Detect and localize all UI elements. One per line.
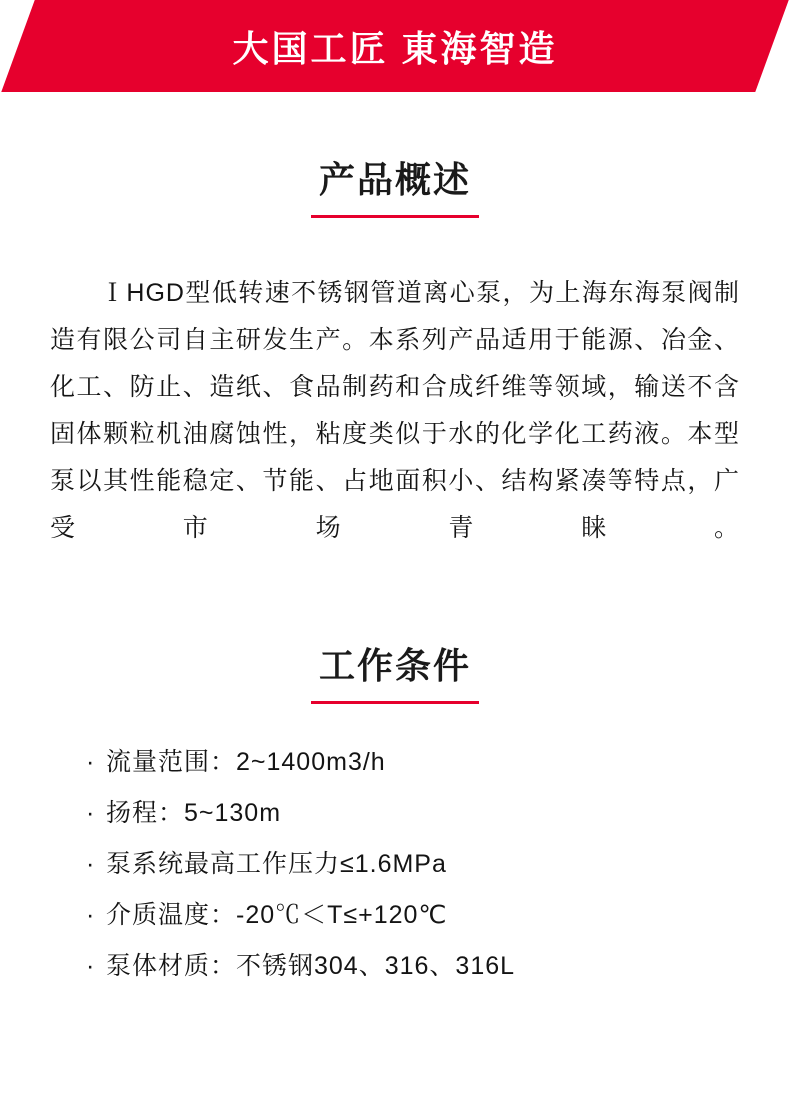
- list-item: [86, 852, 746, 877]
- page-content: [0, 158, 790, 979]
- banner-title: 大国工匠 東海智造: [232, 27, 558, 69]
- overview-title-underline: [311, 215, 479, 218]
- list-item: [86, 903, 746, 928]
- list-item-label: 泵体材质：不锈钢304、316、316L: [106, 952, 516, 981]
- conditions-title: 工作条件: [318, 645, 471, 687]
- list-item: [86, 954, 746, 979]
- conditions-heading-group: [44, 644, 746, 704]
- list-item-label: 介质温度：-20℃＜T≤+120℃: [106, 901, 448, 930]
- conditions-list: [44, 750, 746, 979]
- bullet-icon: ·: [86, 748, 96, 777]
- list-item-label: 流量范围：2~1400m3/h: [106, 748, 386, 777]
- conditions-title-underline: [311, 701, 479, 704]
- bullet-icon: ·: [86, 952, 96, 981]
- product-overview-section: [44, 158, 746, 552]
- working-conditions-section: [44, 644, 746, 979]
- list-item: [86, 750, 746, 775]
- bullet-icon: ·: [86, 850, 96, 879]
- list-item: [86, 801, 746, 826]
- bullet-icon: ·: [86, 901, 96, 930]
- list-item-label: 泵系统最高工作压力≤1.6MPa: [106, 850, 447, 879]
- overview-title: 产品概述: [318, 159, 471, 200]
- list-item-label: 扬程：5~130m: [106, 799, 282, 828]
- bullet-icon: ·: [86, 799, 96, 828]
- overview-body-text: ＩHGD型低转速不锈钢管道离心泵，为上海东海泵阀制造有限公司自主研发生产。本系列产品适用于能源、冶金、化工、防止、造纸、食品制药和合成纤维等领域，输送不含固体颗粒机油腐蚀性，粘度类似于水的化学化工药液。本型泵以其性能稳定、节能、占地面积小、结构紧凑等特点，广受市场青睐。: [50, 279, 740, 543]
- top-banner: [0, 0, 790, 92]
- overview-heading-group: [44, 158, 746, 218]
